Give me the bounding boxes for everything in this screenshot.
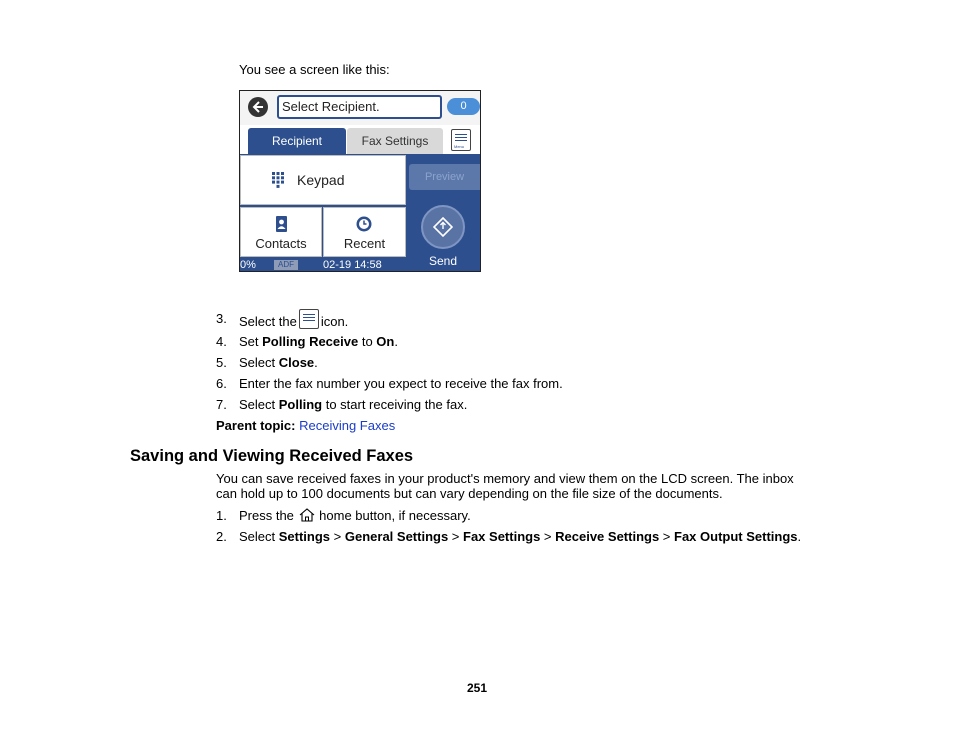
menu-path-separator: > bbox=[448, 529, 464, 544]
step-bold: On bbox=[376, 334, 395, 349]
page-number: 251 bbox=[466, 681, 488, 695]
menu-path-separator: > bbox=[330, 529, 345, 544]
step-bold: Polling Receive bbox=[262, 334, 359, 349]
step-bold: Close bbox=[278, 355, 315, 370]
step-number: 5. bbox=[216, 355, 227, 370]
menu-path-separator: > bbox=[659, 529, 675, 544]
menu-icon bbox=[299, 309, 319, 329]
menu-path-fax-settings: Fax Settings bbox=[463, 529, 541, 544]
keypad-button[interactable] bbox=[240, 155, 406, 205]
menu-path-general-settings: General Settings bbox=[344, 529, 449, 544]
recent-label: Recent bbox=[343, 236, 386, 251]
step-text: Press the bbox=[239, 508, 294, 523]
step-number: 4. bbox=[216, 334, 227, 349]
step-number: 2. bbox=[216, 529, 227, 544]
home-icon bbox=[299, 508, 315, 522]
status-adf-badge: ADF bbox=[274, 260, 298, 270]
status-percent: 0% bbox=[240, 259, 256, 271]
step-number: 1. bbox=[216, 508, 227, 523]
step-text: . bbox=[394, 334, 398, 349]
step-text: to start receiving the fax. bbox=[322, 397, 468, 412]
step-number: 6. bbox=[216, 376, 227, 391]
menu-icon[interactable] bbox=[451, 129, 471, 151]
step-text: Select bbox=[239, 397, 279, 412]
send-button[interactable] bbox=[421, 205, 465, 249]
lcd-screenshot bbox=[239, 90, 481, 272]
tab-fax-settings[interactable]: Fax Settings bbox=[347, 128, 443, 154]
menu-path-receive-settings: Receive Settings bbox=[555, 529, 660, 544]
contacts-button[interactable] bbox=[240, 207, 322, 257]
preview-button[interactable]: Preview bbox=[409, 164, 480, 190]
status-datetime: 02-19 14:58 bbox=[323, 259, 382, 271]
back-arrow-icon[interactable] bbox=[248, 97, 268, 117]
section-paragraph-line-2: can hold up to 100 documents but can vary depending on the file size of the documents. bbox=[216, 486, 723, 501]
step-bold: Polling bbox=[278, 397, 323, 412]
parent-topic-label: Parent topic: bbox=[216, 418, 296, 433]
step-number: 3. bbox=[216, 311, 227, 326]
menu-path-fax-output-settings: Fax Output Settings bbox=[674, 529, 798, 544]
menu-icon-label: Menu bbox=[454, 144, 465, 149]
step-text: to bbox=[358, 334, 377, 349]
tab-recipient[interactable]: Recipient bbox=[248, 128, 346, 154]
lcd-status-bar bbox=[240, 257, 406, 272]
step-text: Select bbox=[239, 355, 279, 370]
step-text: home button, if necessary. bbox=[319, 508, 471, 523]
step-text: . bbox=[314, 355, 318, 370]
recent-button[interactable] bbox=[323, 207, 406, 257]
section-paragraph-line-1: You can save received faxes in your product's memory and view them on the LCD screen. The inbox bbox=[216, 471, 794, 486]
step-text: icon. bbox=[320, 314, 349, 329]
step-text: Set bbox=[239, 334, 263, 349]
send-diamond-icon bbox=[433, 217, 453, 237]
menu-path-separator: > bbox=[540, 529, 556, 544]
send-label: Send bbox=[428, 254, 458, 268]
recipient-input[interactable]: Select Recipient. bbox=[277, 95, 442, 119]
keypad-icon bbox=[272, 172, 284, 188]
parent-topic bbox=[216, 418, 395, 433]
keypad-label: Keypad bbox=[297, 172, 345, 188]
step-text: Enter the fax number you expect to receive the fax from. bbox=[239, 376, 563, 391]
contacts-icon bbox=[275, 216, 288, 232]
step-text: . bbox=[797, 529, 802, 544]
section-heading: Saving and Viewing Received Faxes bbox=[130, 447, 414, 465]
menu-path-settings: Settings bbox=[278, 529, 331, 544]
recent-clock-icon bbox=[356, 216, 372, 232]
contacts-label: Contacts bbox=[255, 236, 307, 251]
recipient-count-badge: 0 bbox=[447, 98, 480, 115]
step-text: Select the bbox=[239, 314, 297, 329]
parent-topic-link[interactable]: Receiving Faxes bbox=[299, 418, 396, 433]
intro-text: You see a screen like this: bbox=[239, 62, 390, 77]
step-text: Select bbox=[239, 529, 279, 544]
step-number: 7. bbox=[216, 397, 227, 412]
